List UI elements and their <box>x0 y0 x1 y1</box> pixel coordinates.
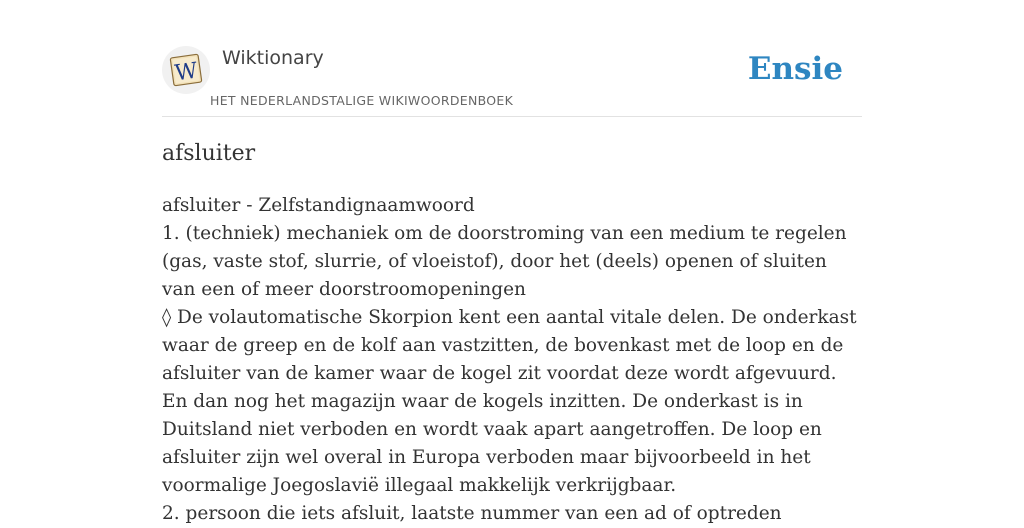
wiktionary-tile-icon <box>162 46 210 94</box>
page-title: afsluiter <box>162 141 256 166</box>
definition-1: 1. (techniek) mechaniek om de doorstroming van een medium te regelen (gas, vaste stof, slurrie, of vloeistof), door het (deels) openen of sluiten van een of meer doorstroomopeningen <box>162 223 847 300</box>
example-1: ◊ De volautomatische Skorpion kent een aantal vitale delen. De onderkast waar de greep en de kolf aan vastzitten, de bovenkast met de loop en de afsluiter van de kamer waar de kogel zit voordat deze wordt afgevuurd. En dan nog het magazijn waar de kogels inzitten. De onderkast is in Duitsland niet verboden en wordt vaak apart aangetroffen. De loop en afsluiter zijn wel overal in Europa verboden maar bijvoorbeeld in het voormalige Joegoslavië illegaal makkelijk verkrijgbaar. <box>162 307 857 496</box>
entry-heading: afsluiter - Zelfstandignaamwoord <box>162 195 475 216</box>
logo-letter: W <box>173 58 200 87</box>
page <box>162 0 862 524</box>
ensie-brand-link[interactable]: Ensie <box>747 51 843 87</box>
wiktionary-logo-icon[interactable] <box>162 46 210 94</box>
site-tagline: HET NEDERLANDSTALIGE WIKIWOORDENBOEK <box>210 93 514 108</box>
definition-2: 2. persoon die iets afsluit, laatste nummer van een ad of optreden <box>162 503 782 524</box>
site-header <box>162 0 862 117</box>
site-name[interactable]: Wiktionary <box>222 47 324 69</box>
dictionary-entry <box>162 192 862 528</box>
